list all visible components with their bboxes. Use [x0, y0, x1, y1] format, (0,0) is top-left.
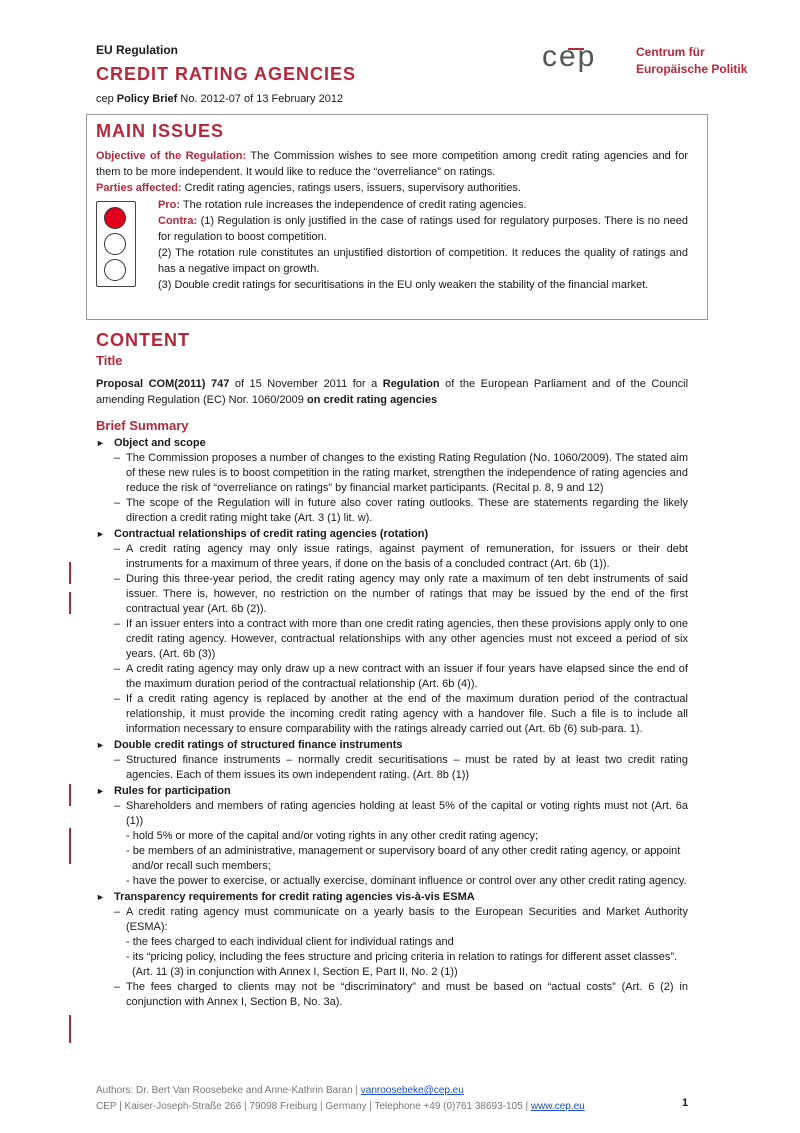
- main-issues-heading: MAIN ISSUES: [96, 121, 225, 141]
- red-lamp: [104, 207, 126, 229]
- triangle-bullet-icon: ►: [96, 892, 105, 902]
- logo-word: cep: [542, 40, 597, 73]
- list-item: – The scope of the Regulation will in future also cover rating outlooks. These are statements regarding the likely direction a credit rating might take (Art. 3 (1) lit. w).: [114, 497, 688, 524]
- sub-item: - hold 5% or more of the capital and/or voting rights in any other credit rating agency;: [126, 830, 539, 842]
- bullet-double-ratings: ► Double credit ratings of structured finance instruments: [96, 739, 403, 751]
- triangle-bullet-icon: ►: [96, 529, 105, 539]
- triangle-bullet-icon: ►: [96, 740, 105, 750]
- list-item: – The fees charged to clients may not be “discriminatory” and must be based on “actual costs” (Art. 6 (2) in conjunction with Annex I, Section B, No. 3a).: [114, 981, 688, 1008]
- footer: [96, 1083, 585, 1115]
- sub-item: - the fees charged to each individual client for individual ratings and: [126, 936, 454, 948]
- list-item: – Shareholders and members of rating agencies holding at least 5% of the capital or voting rights must not (Art. 6a (1)): [114, 800, 688, 827]
- list-item: – A credit rating agency must communicate on a yearly basis to the European Securities and Market Authority (ESMA):: [114, 906, 688, 933]
- list-item: – If an issuer enters into a contract with more than one credit rating agencies, then these provisions apply only to one credit rating agency. However, contractual relationships with any other agencies must not exceed a period of six years. (Art. 6b (3)): [114, 618, 688, 660]
- triangle-bullet-icon: ►: [96, 438, 105, 448]
- list-item: – A credit rating agency may only issue ratings, against payment of remuneration, for issuers or their debt instruments for a maximum of three years, if done on the basis of a concluded contract (Art. 6b (1)).: [114, 543, 688, 570]
- objective-paragraph: Objective of the Regulation: The Commission wishes to see more competition among credit rating agencies and for them to be more independent. It would like to reduce the “overreliance” on ratings.: [96, 150, 688, 178]
- footer-authors: Authors: Dr. Bert Van Roosebeke and Anne-Kathrin Baran | vanroosebeke@cep.eu: [96, 1085, 464, 1096]
- list-item: – If a credit rating agency is replaced by another at the end of the maximum duration period of the contractual relationship, it must provide the incoming credit rating agency with a handover file. Such a file is to include all information necessary to ensure comparability with the ratings already carried out (Art. 6b (6) sub-para. 1).: [114, 693, 688, 735]
- list-item: – Structured finance instruments – normally credit securitisations – must be rated by at least two credit rating agencies. Each of them issues its own independent rating. (Art. 8b (1)): [114, 754, 688, 781]
- traffic-light-icon: [96, 201, 136, 287]
- triangle-bullet-icon: ►: [96, 786, 105, 796]
- kicker: EU Regulation: [96, 43, 179, 57]
- change-bar: [69, 828, 71, 864]
- policy-brief-line: cep Policy Brief No. 2012-07 of 13 February 2012: [96, 93, 344, 105]
- bullet-object-scope: ► Object and scope: [96, 437, 206, 449]
- pro-contra-block: [158, 197, 688, 293]
- website-link[interactable]: www.cep.eu: [530, 1101, 585, 1112]
- change-bar: [69, 592, 71, 614]
- sub-item: - its “pricing policy, including the fees structure and pricing criteria in relation to ratings for different asset classes”. (Art. 11 (3) in conjunction with Annex I, Section E, Part II, No. 2 (1)): [126, 951, 678, 978]
- pro-paragraph: Pro: The rotation rule increases the independence of credit rating agencies.: [158, 199, 527, 211]
- logo-text: Centrum für Europäische Politik: [636, 45, 748, 76]
- green-lamp: [104, 259, 126, 281]
- bullet-transparency: ► Transparency requirements for credit rating agencies vis-à-vis ESMA: [96, 891, 475, 903]
- contra-3: (3) Double credit ratings for securitisations in the EU only weaken the stability of the financial market.: [158, 279, 649, 291]
- author-email-link[interactable]: vanroosebeke@cep.eu: [360, 1085, 464, 1096]
- content-section: [96, 330, 688, 1010]
- contra-2: (2) The rotation rule constitutes an unjustified distortion of competition. It reduces the quality of ratings and has a negative impact on growth.: [158, 247, 688, 275]
- contra-1: Contra: (1) Regulation is only justified in the case of ratings used for regulatory purposes. There is no need for regulation to boost competition.: [158, 215, 688, 243]
- bullet-rotation: ► Contractual relationships of credit rating agencies (rotation): [96, 528, 429, 540]
- page-number: 1: [682, 1097, 689, 1109]
- title-label: Title: [96, 353, 123, 368]
- footer-address: CEP | Kaiser-Joseph-Straße 266 | 79098 Freiburg | Germany | Telephone +49 (0)761 38693-105 | www.cep.eu: [96, 1101, 585, 1112]
- amber-lamp: [104, 233, 126, 255]
- parties-paragraph: Parties affected: Credit rating agencies, ratings users, issuers, supervisory authorities.: [96, 182, 521, 194]
- proposal-paragraph: Proposal COM(2011) 747 of 15 November 2011 for a Regulation of the European Parliament and of the Council amending Regulation (EC) Nor. 1060/2009 on credit rating agencies: [96, 378, 689, 406]
- content-heading: CONTENT: [96, 330, 190, 350]
- list-item: – The Commission proposes a number of changes to the existing Rating Regulation (No. 1060/2009). The stated aim of these new rules is to boost competition in the rating market, strengthen the independence of rating agencies and reduce the risk of “overreliance on ratings” by financial market participants. (Recital p. 8, 9 and 12): [114, 452, 688, 494]
- list-item: – A credit rating agency may only draw up a new contract with an issuer if four years have elapsed since the end of the maximum duration period of the contractual relationship (Art. 6b (4)).: [114, 663, 688, 690]
- document-title: CREDIT RATING AGENCIES: [96, 64, 357, 84]
- sub-item: - have the power to exercise, or actually exercise, dominant influence or control over any other credit rating agency.: [126, 875, 687, 887]
- brief-summary-label: Brief Summary: [96, 418, 189, 433]
- sub-item: - be members of an administrative, management or supervisory board of any other credit rating agency, or appoint and/or recall such members;: [126, 845, 681, 872]
- change-bar: [69, 1015, 71, 1043]
- list-item: – During this three-year period, the credit rating agency may only rate a maximum of ten debt instruments of said issuer. There is, however, no restriction on the number of ratings that may be issued by the end of the first contractual year (Art. 6b (2)).: [114, 573, 688, 615]
- change-bar: [69, 562, 71, 584]
- change-bar: [69, 784, 71, 806]
- bullet-participation: ► Rules for participation: [96, 785, 231, 797]
